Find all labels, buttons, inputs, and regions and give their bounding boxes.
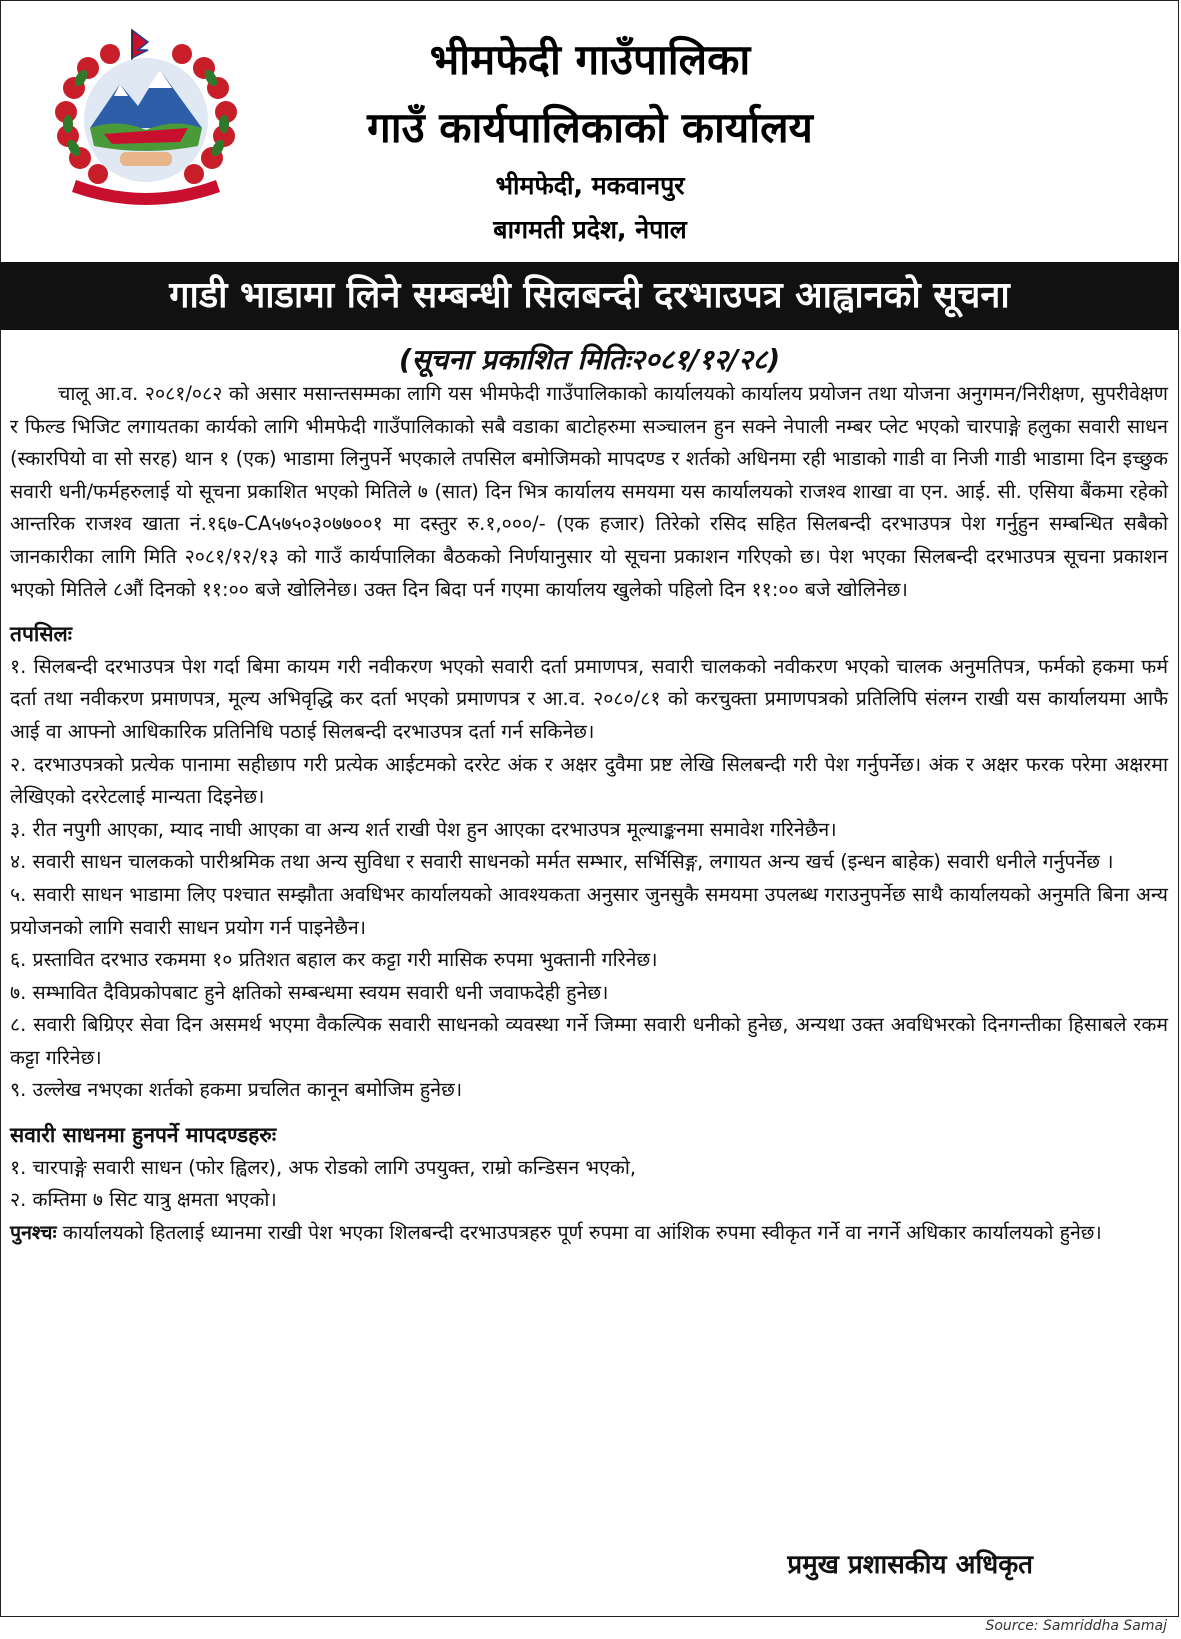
published-date: (सूचना प्रकाशित मितिः२०८१/१२/२८) — [398, 343, 781, 376]
condition-item: ३. रीत नपुगी आएका, म्याद नाघी आएका वा अन्य शर्त राखी पेश हुन आएका दरभाउपत्र मूल्याङ्कनमा समावेश गरिनेछैन। — [10, 817, 837, 841]
notice-title: गाडी भाडामा लिने सम्बन्धी सिलबन्दी दरभाउपत्र आह्वानको सूचना — [0, 262, 1179, 330]
notice-header — [0, 0, 1179, 262]
municipality-name: भीमफेदी गाउँपालिका — [429, 35, 751, 84]
criteria-item: २. कम्तिमा ७ सिट यात्रु क्षमता भएको। — [10, 1188, 277, 1212]
signatory-title: प्रमुख प्रशासकीय अधिकृत — [787, 1550, 1033, 1580]
office-name: गाउँ कार्यपालिकाको कार्यालय — [367, 103, 813, 152]
source-credit: Source: Samriddha Samaj — [985, 1618, 1167, 1634]
condition-item: २. दरभाउपत्रको प्रत्येक पानामा सहीछाप गरी प्रत्येक आईटमको दररेट अंक र अक्षर दुवैमा प्रष्ट लेखि सिलबन्दी गरी पेश गर्नुपर्नेछ। अंक र अक्षर फरक परेमा अक्षरमा लेखिएको दररेटलाई मान्यता दिइनेछ। — [10, 752, 1168, 809]
postscript-text: कार्यालयको हितलाई ध्यानमा राखी पेश भएका शिलबन्दी दरभाउपत्रहरु पूर्ण रुपमा वा आंशिक रुपमा स्वीकृत गर्ने वा नगर्ने अधिकार कार्यालयको हुनेछ। — [56, 1220, 1102, 1244]
intro-paragraph: चालू आ.व. २०८१/०८२ को असार मसान्तसम्मका लागि यस भीमफेदी गाउँपालिकाको कार्यालयको कार्यालय प्रयोजन तथा योजना अनुगमन/निरीक्षण, सुपरीवेक्षण र फिल्ड भिजिट लगायतका कार्यको लागि भीमफेदी गाउँपालिकाको सबै वडाका बाटोहरुमा सञ्चालन हुन सक्ने नेपाली नम्बर प्लेट भएको चारपाङ्गे हलुका सवारी साधन (स्कारपियो वा सो सरह) थान १ (एक) भाडामा लिनुपर्ने भएकाले तपसिल बमोजिमको मापदण्ड र शर्तको अधिनमा रही भाडाको गाडी वा निजी गाडी भाडामा दिन इच्छुक सवारी धनी/फर्महरुलाई यो सूचना प्रकाशित भएको मितिले ७ (सात) दिन भित्र कार्यालय समयमा यस कार्यालयको राजश्व शाखा वा एन. आई. सी. एसिया बैंकमा रहेको आन्तरिक राजश्व खाता नं.१६७-CA५७५०३०७७००१ मा दस्तुर रु.१,०००/- (एक हजार) तिरेको रसिद सहित सिलबन्दी दरभाउपत्र पेश गर्नुहुन सम्बन्धित सबैको जानकारीका लागि मिति २०८१/१२/१३ को गाउँ कार्यपालिका बैठकको निर्णयानुसार यो सूचना प्रकाशन गरिएको छ। पेश भएका सिलबन्दी दरभाउपत्र सूचना प्रकाशन भएको मितिले ८औं दिनको ११:०० बजे खोलिनेछ। उक्त दिन बिदा पर्न गएमा कार्यालय खुलेको पहिलो दिन ११:०० बजे खोलिनेछ। — [10, 382, 1168, 601]
nepal-emblem-icon — [48, 28, 244, 208]
postscript — [10, 1217, 1168, 1250]
province-name: बागमती प्रदेश, नेपाल — [493, 215, 687, 244]
criteria-heading: सवारी साधनमा हुनपर्ने मापदण्डहरुः — [10, 1123, 277, 1148]
conditions-heading: तपसिलः — [10, 622, 73, 647]
condition-item: ४. सवारी साधन चालकको पारीश्रमिक तथा अन्य सुविधा र सवारी साधनको मर्मत सम्भार, सर्भिसिङ्ग, लगायत अन्य खर्च (इन्धन बाहेक) सवारी धनीले गर्नुपर्नेछ । — [10, 850, 1114, 874]
notice-body — [10, 378, 1168, 1249]
condition-item: ८. सवारी बिग्रिएर सेवा दिन असमर्थ भएमा वैकल्पिक सवारी साधनको व्यवस्था गर्ने जिम्मा सवारी धनीको हुनेछ, अन्यथा उक्त अवधिभरको दिनगन्तीका हिसाबले रकम कट्टा गरिनेछ। — [10, 1013, 1168, 1069]
condition-item: ५. सवारी साधन भाडामा लिए पश्चात सम्झौता अवधिभर कार्यालयको आवश्यकता अनुसार जुनसुकै समयमा उपलब्ध गराउनुपर्नेछ साथै कार्यालयको अनुमति बिना अन्य प्रयोजनको लागि सवारी साधन प्रयोग गर्न पाइनेछैन। — [10, 882, 1168, 939]
office-location: भीमफेदी, मकवानपुर — [495, 171, 685, 200]
condition-item: १. सिलबन्दी दरभाउपत्र पेश गर्दा बिमा कायम गरी नवीकरण भएको सवारी दर्ता प्रमाणपत्र, सवारी चालकको नवीकरण भएको चालक अनुमतिपत्र, फर्मको हकमा फर्म दर्ता तथा नवीकरण प्रमाणपत्र, मूल्य अभिवृद्धि कर दर्ता भएको प्रमाणपत्र र आ.व. २०८०/८१ को करचुक्ता प्रमाणपत्रको प्रतिलिपि संलग्न राखी यस कार्यालयमा आफै आई वा आफ्नो आधिकारिक प्रतिनिधि पठाई सिलबन्दी दरभाउपत्र दर्ता गर्न सकिनेछ। — [10, 654, 1168, 743]
condition-item: ६. प्रस्तावित दरभाउ रकममा १० प्रतिशत बहाल कर कट्टा गरी मासिक रुपमा भुक्तानी गरिनेछ। — [10, 948, 658, 972]
criteria-item: १. चारपाङ्गे सवारी साधन (फोर ह्विलर), अफ रोडको लागि उपयुक्त, राम्रो कन्डिसन भएको, — [10, 1155, 637, 1179]
condition-item: ९. उल्लेख नभएका शर्तको हकमा प्रचलित कानून बमोजिम हुनेछ। — [10, 1078, 463, 1102]
condition-item: ७. सम्भावित दैविप्रकोपबाट हुने क्षतिको सम्बन्धमा स्वयम सवारी धनी जवाफदेही हुनेछ। — [10, 980, 609, 1004]
postscript-label: पुनश्चः — [10, 1220, 57, 1244]
